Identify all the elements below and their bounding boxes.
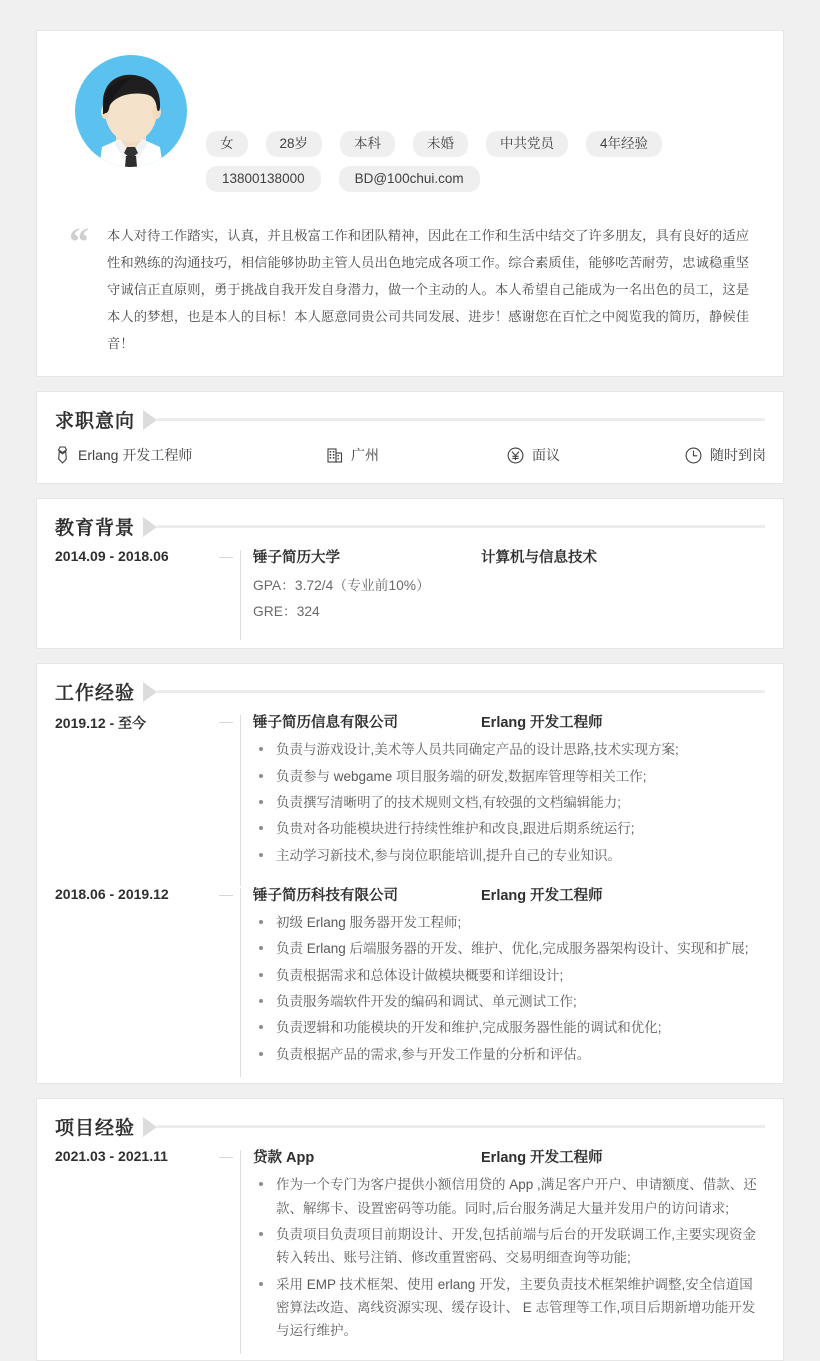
work-body (253, 711, 765, 884)
work-experience-header (37, 664, 783, 711)
profile-header-row (63, 53, 757, 201)
list-item: 负责根据产品的需求,参与开发工作量的分析和评估。 (253, 1043, 765, 1066)
list-item: 负贵对各功能模块进行持续性维护和改良,跟进后期系统运行; (253, 817, 765, 840)
project-body (253, 1146, 765, 1359)
section-title-job-intention: 求职意向 (55, 411, 136, 433)
timeline-line (240, 888, 241, 1077)
work-experience-card (36, 663, 784, 1084)
timeline-dash (219, 895, 233, 896)
education-major: 计算机与信息技术 (481, 550, 597, 567)
timeline-line (240, 715, 241, 886)
project-name: 贷款 App (253, 1150, 315, 1167)
list-item: 负责参与 webgame 项目服务端的研发,数据库管理等相关工作; (253, 765, 765, 788)
yen-circle-icon (507, 447, 524, 464)
self-introduction-block (63, 219, 757, 358)
timeline-line (240, 550, 241, 640)
triangle-icon (143, 1117, 157, 1137)
triangle-icon (143, 682, 157, 702)
intent-availability-label: 随时到岗 (710, 447, 766, 464)
work-entry (37, 711, 783, 884)
tag-phone: 13800138000 (206, 166, 321, 192)
triangle-icon (143, 410, 157, 430)
work-role: Erlang 开发工程师 (481, 888, 603, 905)
education-entry (37, 546, 783, 638)
building-icon (327, 447, 343, 463)
timeline-connector (219, 884, 253, 1083)
list-item: 采用 EMP 技术框架、使用 erlang 开发，主要负责技术框架维护调整,安全信道国密算法改造、离线资源实现、缓存设计、 E 志管理等工作,项目后期新增功能开发与运行维护。 (253, 1273, 765, 1343)
timeline-line (240, 1150, 241, 1353)
project-dates: 2021.03 - 2021.11 (55, 1148, 168, 1165)
timeline-dash (219, 722, 233, 723)
intent-availability (685, 445, 766, 465)
tag-marital-status: 未婚 (413, 131, 468, 157)
timeline-connector (219, 711, 253, 884)
timeline-dash (219, 1157, 233, 1158)
intent-position (55, 445, 327, 465)
work-company: 锤子简历科技有限公司 (253, 888, 398, 905)
work-bullet-list (253, 738, 765, 867)
section-title-education: 教育背景 (55, 518, 136, 540)
timeline-connector (219, 546, 253, 638)
list-item: 初级 Erlang 服务器开发工程师; (253, 911, 765, 934)
list-item: 作为一个专门为客户提供小额信用贷的 App ,满足客户开户、申请额度、借款、还款、解绑卡、设置密码等功能。同时,后台服务满足大量并发用户的访问请求; (253, 1173, 765, 1220)
education-header (37, 499, 783, 546)
profile-tags-row-1 (206, 131, 757, 157)
list-item: 负责撰写清晰明了的技术规则文档,有较强的文档编辑能力; (253, 791, 765, 814)
intent-city (327, 445, 507, 465)
intent-salary (507, 445, 685, 465)
header-rule (157, 1125, 765, 1128)
work-dates: 2018.06 - 2019.12 (55, 886, 169, 903)
tag-degree: 本科 (340, 131, 395, 157)
timeline-connector (219, 1146, 253, 1359)
work-body (253, 884, 765, 1083)
profile-info (198, 53, 757, 201)
project-experience-header (37, 1099, 783, 1146)
education-detail-gpa: GPA：3.72/4（专业前10%） (253, 578, 430, 594)
list-item: 负责与游戏设计,美术等人员共同确定产品的设计思路,技术实现方案; (253, 738, 765, 761)
work-role: Erlang 开发工程师 (481, 715, 603, 732)
triangle-icon (143, 517, 157, 537)
avatar (72, 55, 190, 173)
education-dates: 2014.09 - 2018.06 (55, 548, 169, 565)
list-item: 负责逻辑和功能模块的开发和维护,完成服务器性能的调试和优化; (253, 1016, 765, 1039)
education-detail-gre: GRE：324 (253, 603, 320, 619)
list-item: 负责根据需求和总体设计做模块概要和详细设计; (253, 964, 765, 987)
job-intention-card (36, 391, 784, 484)
list-item: 主动学习新技术,参与岗位职能培训,提升自己的专业知识。 (253, 844, 765, 867)
tag-gender: 女 (206, 131, 248, 157)
tag-email: BD@100chui.com (339, 166, 480, 192)
self-introduction-text: 本人对待工作踏实，认真，并且极富工作和团队精神，因此在工作和生活中结交了许多朋友，具有良好的适应性和熟练的沟通技巧，相信能够协助主管人员出色地完成各项工作。综合素质佳，能够吃苦耐劳，忠诚稳重坚守诚信正直原则，勇于挑战自我开发自身潜力，做一个主动的人。本人希望自己能成为一名出色的员工，这是本人的梦想，也是本人的目标！本人愿意同贵公司共同发展、进步！感谢您在百忙之中阅览我的简历，静候佳音！ (107, 228, 749, 352)
quote-mark-icon: “ (69, 219, 89, 265)
clock-icon (685, 447, 702, 464)
work-company: 锤子简历信息有限公司 (253, 715, 398, 732)
spacer (37, 638, 783, 648)
tag-age: 28岁 (266, 131, 323, 157)
job-intention-row (37, 439, 783, 483)
intent-city-label: 广州 (351, 447, 379, 464)
intent-salary-label: 面议 (532, 447, 560, 464)
education-body (253, 546, 765, 638)
header-rule (157, 690, 765, 693)
timeline-dash (219, 557, 233, 558)
section-title-project: 项目经验 (55, 1118, 136, 1140)
project-title-row (253, 1146, 765, 1167)
work-entry (37, 884, 783, 1083)
necktie-icon (55, 446, 70, 464)
project-entry (37, 1146, 783, 1359)
work-title-row (253, 711, 765, 732)
project-experience-card (36, 1098, 784, 1360)
profile-tags-row-2 (206, 166, 757, 192)
project-role: Erlang 开发工程师 (481, 1150, 603, 1167)
work-title-row (253, 884, 765, 905)
education-title-row (253, 546, 765, 567)
avatar-illustration-icon (72, 55, 190, 173)
work-dates: 2019.12 - 至今 (55, 715, 147, 732)
work-bullet-list (253, 911, 765, 1066)
header-rule (157, 525, 765, 528)
list-item: 负责项目负责项目前期设计、开发,包括前端与后台的开发联调工作,主要实现资金转入转出、账号注销、修改重置密码、交易明细查询等功能; (253, 1223, 765, 1270)
project-bullet-list (253, 1173, 765, 1342)
tag-experience: 4年经验 (586, 131, 662, 157)
avatar-container (63, 53, 198, 173)
profile-card (36, 30, 784, 377)
job-intention-header (37, 392, 783, 439)
intent-position-label: Erlang 开发工程师 (78, 447, 193, 464)
education-card (36, 498, 784, 649)
education-school: 锤子简历大学 (253, 550, 340, 567)
section-title-work: 工作经验 (55, 683, 136, 705)
header-rule (157, 418, 765, 421)
list-item: 负责服务端软件开发的编码和调试、单元测试工作; (253, 990, 765, 1013)
tag-political-status: 中共党员 (486, 131, 568, 157)
list-item: 负责 Erlang 后端服务器的开发、维护、优化,完成服务器架构设计、实现和扩展; (253, 937, 765, 960)
